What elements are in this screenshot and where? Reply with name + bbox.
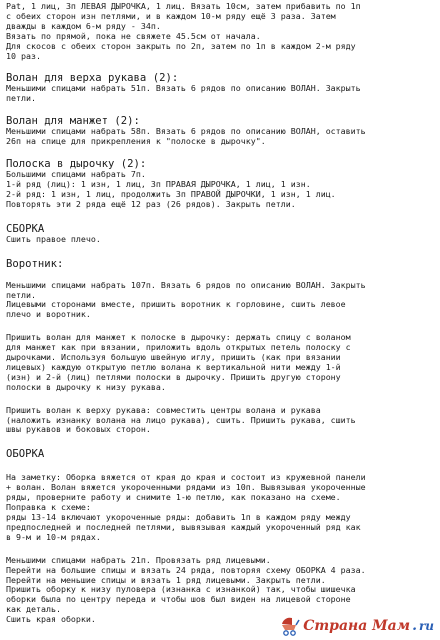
text-line: Меньшими спицами набрать 51п. Вязать 6 рядов по описанию ВОЛАН. Закрыть [6, 83, 361, 94]
frill-section [6, 448, 436, 625]
watermark-dot: . [412, 618, 417, 634]
assembly-section [6, 223, 436, 245]
section-heading: Полоска в дырочку (2): [6, 158, 147, 171]
text-line: Для скосов с обеих сторон закрыть по 2п, затем по 1п в каждом 2-м ряду [6, 40, 356, 51]
text-line: (наложить изнанку волана на лицо рукава), сшить. Пришить рукава, сшить [6, 414, 356, 425]
section-heading: Волан для манжет (2): [6, 115, 140, 128]
text-line: На заметку: Оборка вяжется от края до края и состоит из кружевной панели [6, 472, 366, 483]
text-line: ряды 13-14 включают укороченные ряды: добавить 1п в каждом ряду между [6, 512, 351, 522]
section-heading: Воротник: [6, 257, 64, 270]
text-line: Перейти на меньшие спицы и вязать 1 ряд лицевыми. Закрыть петли. [6, 574, 326, 585]
text-line: лицевых) каждую открытую петлю волана к вертикальной нити между 1-й [6, 361, 341, 372]
text-line: Пришить волан для манжет к полоске в дырочку: держать спицу с воланом [6, 332, 351, 343]
text-line: дважды в каждом 6-м ряду - 34п. [6, 20, 161, 31]
text-line: плечо и воротник. [6, 309, 91, 320]
sleeve-section [6, 2, 436, 61]
text-line: швы рукавов и боковых сторон. [6, 424, 151, 435]
text-line: полоски в дырочку к низу рукава. [6, 381, 166, 392]
site-watermark [279, 614, 434, 638]
text-line: Повторять эти 2 ряда ещё 12 раз (26 рядов). Закрыть петли. [6, 198, 296, 209]
text-line: Pat, 1 лиц, 3п ЛЕВАЯ ДЫРОЧКА, 1 лиц. Вязать 10см, затем прибавить по 1п [6, 1, 361, 11]
cuff-ruffle-section [6, 115, 436, 147]
text-line: оборки была по центру переда и чтобы шов был виден на лицевой стороне [6, 594, 351, 605]
section-heading: ОБОРКА [6, 448, 45, 461]
stroller-icon [279, 615, 301, 637]
text-line: дырочками. Используя большую швейную иглу, пришить (как при вязании [6, 352, 341, 363]
text-line: 10 раз. [6, 50, 41, 61]
watermark-name: Страна Мам [303, 618, 411, 634]
text-line: с обеих сторон изн петлями, и в каждом 10-м ряду ещё 3 раза. Затем [6, 10, 336, 21]
text-line: (изн) и 2-й (лиц) петлями полоски в дырочку. Пришить другую сторону [6, 371, 341, 382]
text-line: 26п на спице для прикрепления к "полоске в дырочку". [6, 136, 266, 147]
text-line: Поправка к схеме: [6, 502, 91, 513]
text-line: Сшить правое плечо. [6, 233, 101, 244]
text-line: Пришить оборку к низу пуловера (изнанка с изнанкой) так, чтобы шишечка [6, 584, 356, 595]
text-line: Лицевыми сторонами вместе, пришить воротник к горловине, сшить левое [6, 299, 346, 310]
text-line: в 9-м и 10-м рядах. [6, 531, 101, 542]
text-line: для манжет как при вязании, приложить вдоль открытых петель полоску с [6, 342, 351, 353]
text-line: Меньшими спицами набрать 107п. Вязать 6 рядов по описанию ВОЛАН. Закрыть [6, 279, 366, 290]
text-line: Перейти на большие спицы и вязать 24 ряда, повторяя схему ОБОРКА 4 раза. [6, 564, 366, 575]
text-line: 1-й ряд (лиц): 1 изн, 1 лиц, 3п ПРАВАЯ ДЫРОЧКА, 1 лиц, 1 изн. [6, 178, 311, 189]
text-line: как деталь. [6, 604, 61, 615]
text-line: Вязать по прямой, пока не свяжете 45.5см от начала. [6, 30, 261, 41]
eyelet-strip-section [6, 158, 436, 210]
collar-section [6, 258, 436, 436]
section-heading: Волан для верха рукава (2): [6, 72, 179, 85]
text-line: Пришить волан к верху рукава: совместить центры волана и рукава [6, 404, 321, 415]
text-line: + волан. Волан вяжется укороченными рядами из 10п. Вывязывая укороченные [6, 482, 366, 493]
text-line: ряды, проверните работу и снимите 1-ю петлю, как показано на схеме. [6, 492, 341, 503]
text-line: предпоследней и последней петлями, вывязывая каждый укороченный ряд как [6, 521, 361, 532]
sleeve-top-ruffle-section [6, 72, 436, 104]
section-heading: СБОРКА [6, 222, 45, 235]
text-line: Сшить края оборки. [6, 614, 96, 625]
text-line: Меньшими спицами набрать 58п. Вязать 6 рядов по описанию ВОЛАН, оставить [6, 126, 366, 137]
text-line: 2-й ряд: 1 изн, 1 лиц, продолжить 3п ПРАВОЙ ДЫРОЧКИ, 1 изн, 1 лиц. [6, 188, 336, 199]
text-line: Меньшими спицами набрать 21п. Провязать ряд лицевыми. [6, 554, 271, 565]
watermark-domain: ru [418, 619, 434, 633]
text-line: Большими спицами набрать 7п. [6, 169, 146, 180]
text-line: петли. [6, 93, 36, 104]
document-page [6, 2, 436, 625]
text-line: петли. [6, 289, 36, 300]
